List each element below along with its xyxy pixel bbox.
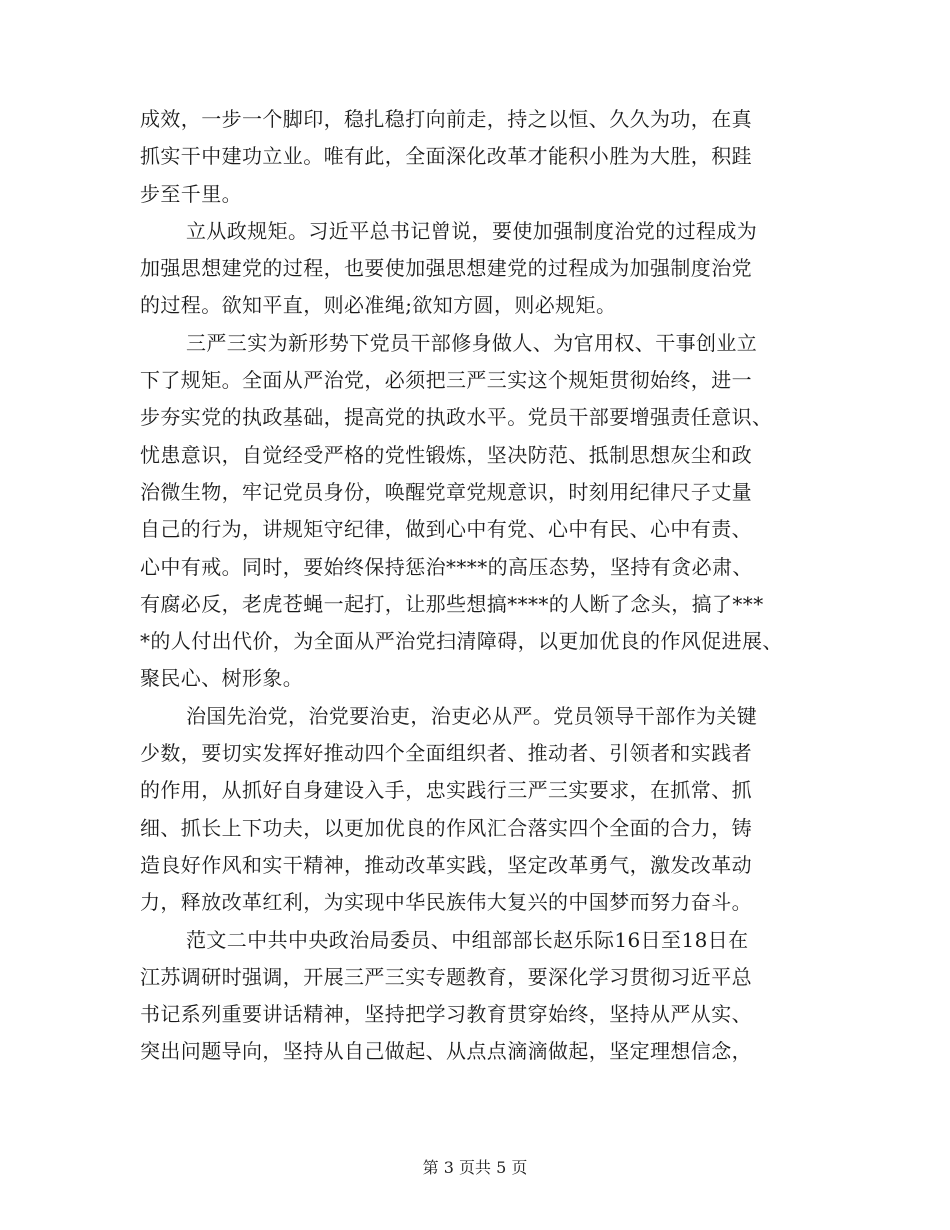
text-line: 治国先治党，治党要治吏，治吏必从严。党员领导干部作为关键 [186,703,758,728]
text-line: 聚民心、树形象。 [140,666,304,691]
text-line: 力，释放改革红利，为实现中华民族伟大复兴的中国梦而努力奋斗。 [140,890,752,915]
paragraph-2 [140,213,830,325]
text-line: 抓实干中建功立业。唯有此，全面深化改革才能积小胜为大胜，积跬 [140,144,752,169]
page-number: 第 3 页共 5 页 [422,1158,528,1177]
text-line: 突出问题导向，坚持从自己做起、从点点滴滴做起，坚定理想信念， [140,1039,752,1064]
text-line: 成效，一步一个脚印，稳扎稳打向前走，持之以恒、久久为功，在真 [140,107,752,131]
text-line: 下了规矩。全面从严治党，必须把三严三实这个规矩贯彻始终，进一 [140,368,752,393]
text-line: 步至千里。 [140,181,242,206]
text-line: 有腐必反，老虎苍蝇一起打，让那些想搞****的人断了念头，搞了*** [140,591,764,616]
text-line: 步夯实党的执政基础，提高党的执政水平。党员干部要增强责任意识、 [140,405,773,430]
text-line: 的作用，从抓好自身建设入手，忠实践行三严三实要求，在抓常、抓 [140,778,752,803]
paragraph-1 [140,101,830,213]
text-line: 的过程。欲知平直，则必准绳;欲知方圆，则必规矩。 [140,293,617,318]
text-line: 三严三实为新形势下党员干部修身做人、为官用权、干事创业立 [186,330,758,355]
text-line: 心中有戒。同时，要始终保持惩治****的高压态势，坚持有贪必肃、 [140,554,753,579]
text-line: 江苏调研时强调，开展三严三实专题教育，要深化学习贯彻习近平总 [140,964,752,989]
text-line: 治微生物，牢记党员身份，唤醒党章党规意识，时刻用纪律尺子丈量 [140,479,752,504]
text-line: 范文二中共中央政治局委员、中组部部长赵乐际16日至18日在 [186,927,749,952]
text-line: 细、抓长上下功夫，以更加优良的作风汇合落实四个全面的合力，铸 [140,815,752,840]
text-line: 书记系列重要讲话精神，坚持把学习教育贯穿始终，坚持从严从实、 [140,1002,752,1027]
text-line: 造良好作风和实干精神，推动改革实践，坚定改革勇气，激发改革动 [140,852,752,877]
text-line: 加强思想建党的过程，也要使加强思想建党的过程成为加强制度治党 [140,256,752,281]
paragraph-4 [140,698,830,922]
text-line: *的人付出代价，为全面从严治党扫清障碍，以更加优良的作风促进展、 [140,629,783,654]
document-body [140,101,830,1071]
text-line: 少数，要切实发挥好推动四个全面组织者、推动者、引领者和实践者 [140,741,752,766]
paragraph-5 [140,922,830,1071]
text-line: 立从政规矩。习近平总书记曾说，要使加强制度治党的过程成为 [186,218,758,243]
paragraph-3 [140,325,830,698]
text-line: 自己的行为，讲规矩守纪律，做到心中有党、心中有民、心中有责、 [140,517,752,542]
text-line: 忧患意识，自觉经受严格的党性锻炼，坚决防范、抵制思想灰尘和政 [140,442,752,467]
